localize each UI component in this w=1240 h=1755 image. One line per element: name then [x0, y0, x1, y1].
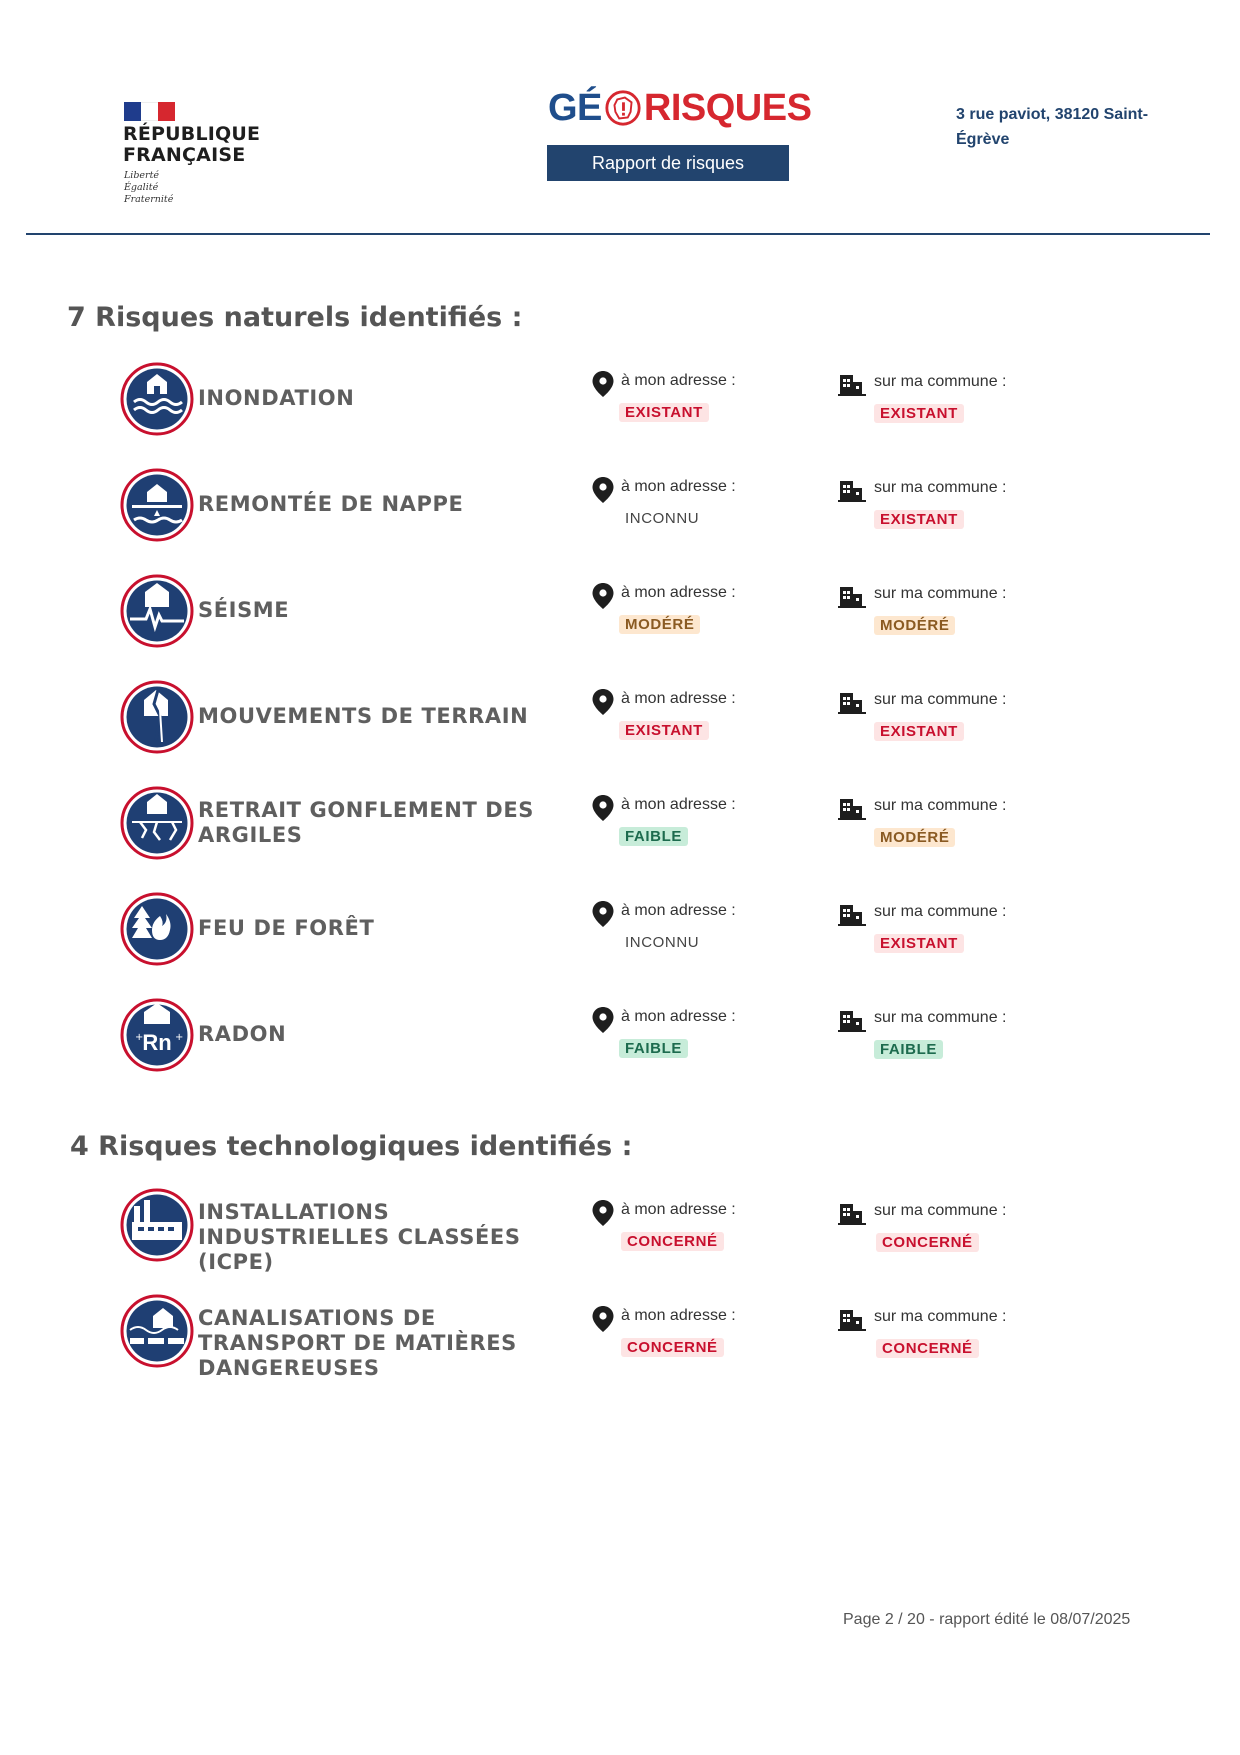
svg-text:+: + — [135, 1032, 144, 1043]
france-alert-icon — [604, 89, 642, 127]
commune-label: sur ma commune : — [874, 903, 1007, 920]
technological-risks-title: 4 Risques technologiques identifiés : — [70, 1131, 633, 1162]
location-pin-icon — [591, 582, 615, 614]
logo-text-risques: RISQUES — [643, 86, 812, 129]
address-risk-level: FAIBLE — [619, 827, 688, 846]
republique-motto — [124, 170, 173, 206]
address-risk-level: EXISTANT — [619, 403, 709, 422]
building-icon — [838, 903, 866, 931]
commune-risk-level: CONCERNÉ — [876, 1233, 979, 1252]
svg-text:Rn: Rn — [142, 1030, 172, 1055]
pipeline-icon — [120, 1294, 194, 1368]
address-risk-level: CONCERNÉ — [621, 1338, 724, 1357]
logo-text-ge: GÉ — [548, 86, 602, 129]
location-pin-icon — [591, 476, 615, 508]
earthquake-icon — [120, 574, 194, 648]
location-pin-icon — [591, 900, 615, 932]
commune-risk-level: MODÉRÉ — [874, 828, 955, 847]
address-label: à mon adresse : — [621, 796, 736, 813]
address-label: à mon adresse : — [621, 902, 736, 919]
motto-fraternite: Fraternité — [124, 194, 174, 205]
risk-name: REMONTÉE DE NAPPE — [198, 492, 464, 516]
commune-risk-level: FAIBLE — [874, 1040, 943, 1059]
georisques-logo — [548, 86, 811, 130]
address-label: à mon adresse : — [621, 584, 736, 601]
risk-row — [0, 1294, 1240, 1380]
risk-row — [0, 468, 1240, 548]
address-label: à mon adresse : — [621, 478, 736, 495]
commune-risk-level: EXISTANT — [874, 722, 964, 741]
address-risk-level: INCONNU — [625, 934, 700, 951]
commune-label: sur ma commune : — [874, 797, 1007, 814]
commune-risk-level: CONCERNÉ — [876, 1339, 979, 1358]
building-icon — [838, 691, 866, 719]
address-label: à mon adresse : — [621, 1008, 736, 1025]
risk-name: RETRAIT GONFLEMENT DES ARGILES — [198, 798, 535, 847]
risk-name: FEU DE FORÊT — [198, 916, 375, 940]
risk-row — [0, 362, 1240, 442]
building-icon — [838, 1202, 866, 1230]
commune-risk-level: EXISTANT — [874, 934, 964, 953]
flood-icon — [120, 362, 194, 436]
forest-fire-icon — [120, 892, 194, 966]
risk-name: CANALISATIONS DE TRANSPORT DE MATIÈRES DANGEREUSES — [198, 1306, 517, 1380]
address-label: à mon adresse : — [621, 690, 736, 707]
address-risk-level: FAIBLE — [619, 1039, 688, 1058]
risk-name: MOUVEMENTS DE TERRAIN — [198, 704, 529, 728]
commune-label: sur ma commune : — [874, 1009, 1007, 1026]
natural-risks-title: 7 Risques naturels identifiés : — [67, 302, 523, 333]
building-icon — [838, 373, 866, 401]
building-icon — [838, 797, 866, 825]
address-risk-level: INCONNU — [625, 510, 700, 527]
location-pin-icon — [591, 1305, 615, 1337]
building-icon — [838, 585, 866, 613]
commune-label: sur ma commune : — [874, 373, 1007, 390]
risk-row — [0, 680, 1240, 760]
risk-name: INONDATION — [198, 386, 355, 410]
address-risk-level: EXISTANT — [619, 721, 709, 740]
location-pin-icon — [591, 794, 615, 826]
building-icon — [838, 1308, 866, 1336]
location-pin-icon — [591, 1199, 615, 1231]
commune-label: sur ma commune : — [874, 585, 1007, 602]
location-pin-icon — [591, 1006, 615, 1038]
address-label: à mon adresse : — [621, 1307, 736, 1324]
risk-name: SÉISME — [198, 598, 290, 622]
commune-label: sur ma commune : — [874, 1308, 1007, 1325]
commune-label: sur ma commune : — [874, 479, 1007, 496]
location-pin-icon — [591, 688, 615, 720]
page-footer: Page 2 / 20 - rapport édité le 08/07/2025 — [843, 1611, 1131, 1628]
risk-row — [0, 1188, 1240, 1274]
risk-row — [0, 892, 1240, 972]
motto-egalite: Égalité — [124, 182, 159, 193]
risk-row — [0, 786, 1240, 866]
risk-row — [0, 998, 1240, 1078]
risk-name: INSTALLATIONS INDUSTRIELLES CLASSÉES (ICPE) — [198, 1200, 521, 1274]
location-pin-icon — [591, 370, 615, 402]
header-divider — [26, 233, 1210, 235]
commune-label: sur ma commune : — [874, 1202, 1007, 1219]
clay-icon — [120, 786, 194, 860]
building-icon — [838, 1009, 866, 1037]
address-risk-level: MODÉRÉ — [619, 615, 700, 634]
landslide-icon — [120, 680, 194, 754]
commune-risk-level: EXISTANT — [874, 510, 964, 529]
commune-label: sur ma commune : — [874, 691, 1007, 708]
svg-text:+: + — [175, 1032, 184, 1043]
risk-name: RADON — [198, 1022, 287, 1046]
commune-risk-level: MODÉRÉ — [874, 616, 955, 635]
address-label: à mon adresse : — [621, 372, 736, 389]
radon-icon — [120, 998, 194, 1072]
building-icon — [838, 479, 866, 507]
republique-flag-icon — [124, 102, 175, 121]
groundwater-icon — [120, 468, 194, 542]
risk-row — [0, 574, 1240, 654]
motto-liberte: Liberté — [124, 170, 160, 181]
report-address: 3 rue paviot, 38120 Saint-Égrève — [956, 106, 1149, 148]
republique-line2: FRANÇAISE — [123, 144, 246, 166]
address-risk-level: CONCERNÉ — [621, 1232, 724, 1251]
republique-line1: RÉPUBLIQUE — [123, 123, 261, 145]
industry-icon — [120, 1188, 194, 1262]
commune-risk-level: EXISTANT — [874, 404, 964, 423]
address-label: à mon adresse : — [621, 1201, 736, 1218]
republique-francaise-logo — [123, 124, 260, 166]
report-badge: Rapport de risques — [547, 145, 789, 181]
